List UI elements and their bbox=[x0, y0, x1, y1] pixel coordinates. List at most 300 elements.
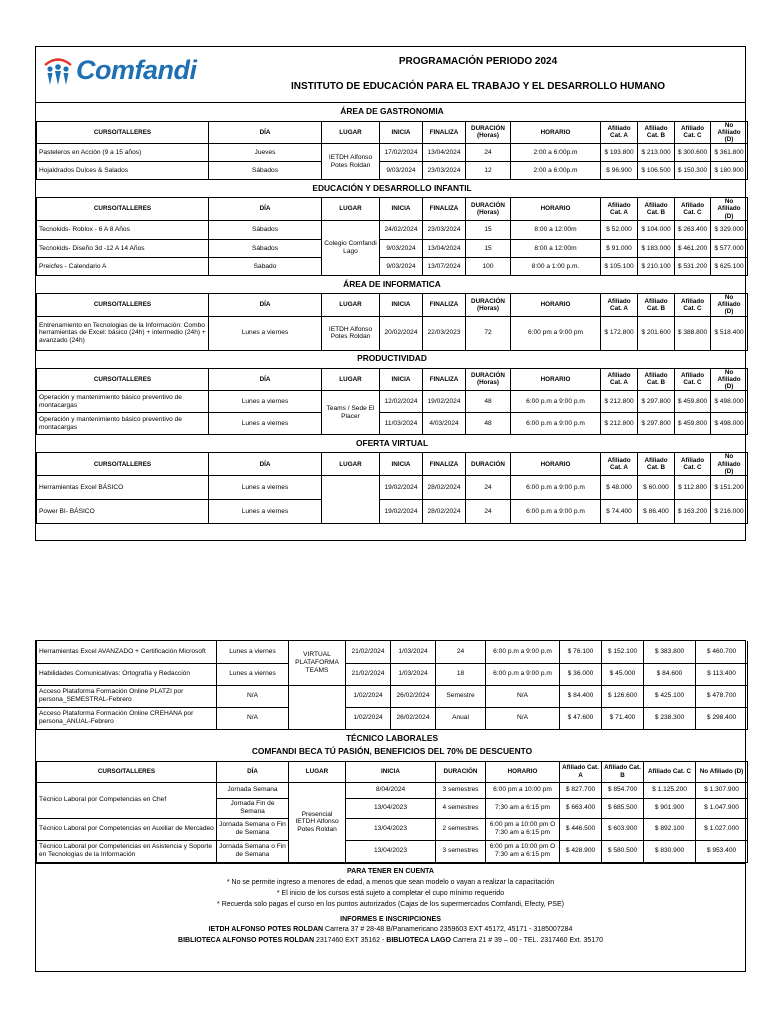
header-row bbox=[37, 368, 748, 391]
col-cat-b: Afiliado Cat. B bbox=[602, 761, 644, 782]
col-place: LUGAR bbox=[322, 121, 380, 144]
price-cat-c: $ 461.200 bbox=[675, 239, 711, 257]
price-cat-b: $ 71.400 bbox=[602, 707, 644, 729]
course-start: 20/02/2024 bbox=[380, 316, 423, 350]
price-cat-b: $ 45.000 bbox=[602, 663, 644, 685]
price-cat-c: $ 84.600 bbox=[644, 663, 696, 685]
course-end: 1/03/2024 bbox=[391, 641, 436, 663]
col-schedule: HORARIO bbox=[486, 761, 560, 782]
course-start: 11/03/2024 bbox=[380, 413, 423, 435]
price-cat-c: $ 459.800 bbox=[675, 391, 711, 413]
course-day: Jornada Fin de Semana bbox=[217, 798, 289, 818]
course-duration: Semestre bbox=[436, 685, 486, 707]
price-cat-c: $ 531.200 bbox=[675, 257, 711, 275]
course-day: Jornada Semana o Fin de Semana bbox=[217, 840, 289, 862]
col-cat-c: Afiliado Cat. C bbox=[675, 121, 711, 144]
col-cat-a: Afiliado Cat. A bbox=[601, 121, 638, 144]
price-cat-c: $ 163.200 bbox=[675, 500, 711, 524]
col-day: DÍA bbox=[209, 293, 322, 316]
table-row bbox=[37, 316, 748, 350]
course-start: 1/02/2024 bbox=[346, 707, 391, 729]
course-day: N/A bbox=[217, 685, 289, 707]
price-non-affiliate: $ 180.900 bbox=[711, 162, 748, 180]
course-start: 24/02/2024 bbox=[380, 220, 423, 239]
course-day: Sábados bbox=[209, 220, 322, 239]
price-cat-b: $ 213.000 bbox=[638, 144, 675, 162]
table-row bbox=[37, 782, 748, 798]
section-title-row bbox=[37, 103, 748, 121]
price-cat-b: $ 297.800 bbox=[638, 391, 675, 413]
price-cat-b: $ 297.800 bbox=[638, 413, 675, 435]
col-start: INICIA bbox=[380, 121, 423, 144]
course-place: Presencial IETDH Alfonso Potes Roldan bbox=[289, 782, 346, 862]
programming-sheet-page-1 bbox=[35, 46, 746, 541]
course-name: Operación y mantenimiento básico preventivo de montacargas bbox=[37, 391, 209, 413]
price-cat-b: $ 60.000 bbox=[638, 476, 675, 500]
document-header bbox=[36, 47, 745, 103]
course-schedule: 6:00 pm a 10:00 pm O 7:30 am a 6:15 pm bbox=[486, 818, 560, 840]
course-schedule: 6:00 p.m a 9:00 p.m bbox=[486, 641, 560, 663]
col-end: FINALIZA bbox=[423, 293, 466, 316]
course-schedule: 6:00 p.m a 9:00 p.m bbox=[511, 391, 601, 413]
price-cat-a: $ 212.800 bbox=[601, 413, 638, 435]
table-row bbox=[37, 144, 748, 162]
price-cat-a: $ 48.000 bbox=[601, 476, 638, 500]
price-non-affiliate: $ 113.400 bbox=[696, 663, 748, 685]
table-row bbox=[37, 413, 748, 435]
course-duration: 12 bbox=[466, 162, 511, 180]
table-row bbox=[37, 239, 748, 257]
price-non-affiliate: $ 953.400 bbox=[696, 840, 748, 862]
info-title: INFORMES E INSCRIPCIONES bbox=[340, 915, 441, 923]
course-duration: 48 bbox=[466, 413, 511, 435]
col-duration: DURACIÓN (Horas) bbox=[466, 198, 511, 221]
course-place bbox=[289, 685, 346, 729]
price-cat-b: $ 104.000 bbox=[638, 220, 675, 239]
price-cat-a: $ 76.100 bbox=[560, 641, 602, 663]
col-course: CURSO/TALLERES bbox=[37, 761, 217, 782]
course-name: Herramientas Excel AVANZADO + Certificación Microsoft bbox=[37, 641, 217, 663]
col-place: LUGAR bbox=[289, 761, 346, 782]
price-cat-a: $ 428.900 bbox=[560, 840, 602, 862]
col-duration: DURACIÓN bbox=[466, 453, 511, 476]
info-biblioteca-apr-name: BIBLIOTECA ALFONSO POTES ROLDAN bbox=[178, 936, 314, 944]
section-title-row bbox=[37, 180, 748, 198]
info-biblioteca-lago-detail: Carrera 21 # 39 – 00 - TEL. 2317460 Ext. 35170 bbox=[450, 936, 603, 944]
course-schedule: 6:00 p.m a 9:00 p.m bbox=[511, 476, 601, 500]
price-non-affiliate: $ 151.200 bbox=[711, 476, 748, 500]
info-ietdh-detail: Carrera 37 # 28-48 B/Panamericano 2359603 EXT 45172, 45171 - 3185007284 bbox=[323, 925, 573, 933]
col-cat-c: Afiliado Cat. C bbox=[675, 453, 711, 476]
course-end: 13/07/2024 bbox=[423, 257, 466, 275]
course-name: Técnico Laboral por Competencias en Auxiliar de Mercadeo bbox=[37, 818, 217, 840]
course-day: Lunes a viernes bbox=[209, 316, 322, 350]
col-course: CURSO/TALLERES bbox=[37, 453, 209, 476]
col-place: LUGAR bbox=[322, 453, 380, 476]
course-start: 19/02/2024 bbox=[380, 500, 423, 524]
course-schedule: 7:30 am a 6:15 pm bbox=[486, 798, 560, 818]
price-cat-a: $ 52.000 bbox=[601, 220, 638, 239]
col-schedule: HORARIO bbox=[511, 293, 601, 316]
col-course: CURSO/TALLERES bbox=[37, 293, 209, 316]
section-subtitle-beca: COMFANDI BECA TÚ PASIÓN, BENEFICIOS DEL 70% DE DESCUENTO bbox=[251, 746, 533, 756]
header-row bbox=[37, 198, 748, 221]
col-cat-b: Afiliado Cat. B bbox=[638, 198, 675, 221]
price-non-affiliate: $ 577.000 bbox=[711, 239, 748, 257]
course-end: 28/02/2024 bbox=[423, 476, 466, 500]
course-schedule: 6:00 p.m a 9:00 p.m bbox=[511, 500, 601, 524]
course-name: Pasteleros en Acción (9 a 15 años) bbox=[37, 144, 209, 162]
course-end: 4/03/2024 bbox=[423, 413, 466, 435]
comfandi-people-icon bbox=[42, 56, 74, 86]
course-duration: 15 bbox=[466, 220, 511, 239]
col-duration: DURACIÓN bbox=[436, 761, 486, 782]
price-cat-a: $ 74.400 bbox=[601, 500, 638, 524]
price-cat-a: $ 193.800 bbox=[601, 144, 638, 162]
course-day: Sabado bbox=[209, 257, 322, 275]
header-row bbox=[37, 761, 748, 782]
table-row bbox=[37, 685, 748, 707]
price-non-affiliate: $ 498.000 bbox=[711, 391, 748, 413]
price-cat-b: $ 106.500 bbox=[638, 162, 675, 180]
price-non-affiliate: $ 478.700 bbox=[696, 685, 748, 707]
price-non-affiliate: $ 498.000 bbox=[711, 413, 748, 435]
table-row bbox=[37, 840, 748, 862]
comfandi-logo bbox=[42, 55, 197, 86]
col-non-affiliate: No Afiliado (D) bbox=[711, 453, 748, 476]
course-day: Lunes a viernes bbox=[209, 476, 322, 500]
col-schedule: HORARIO bbox=[511, 198, 601, 221]
table-row bbox=[37, 391, 748, 413]
course-schedule: N/A bbox=[486, 685, 560, 707]
price-cat-c: $ 300.600 bbox=[675, 144, 711, 162]
course-schedule: N/A bbox=[486, 707, 560, 729]
price-cat-c: $ 901.900 bbox=[644, 798, 696, 818]
course-day: Lunes a viernes bbox=[217, 663, 289, 685]
col-end: FINALIZA bbox=[423, 368, 466, 391]
brand-name: Comfandi bbox=[76, 55, 197, 85]
course-place: Colegio Comfandi Lago bbox=[322, 220, 380, 275]
price-cat-c: $ 830.900 bbox=[644, 840, 696, 862]
course-day: Jornada Semana o Fin de Semana bbox=[217, 818, 289, 840]
col-course: CURSO/TALLERES bbox=[37, 368, 209, 391]
course-duration: 3 semestres bbox=[436, 840, 486, 862]
page-title: PROGRAMACIÓN PERIODO 2024 bbox=[398, 56, 558, 67]
price-cat-a: $ 663.400 bbox=[560, 798, 602, 818]
col-non-affiliate: No Afiliado (D) bbox=[711, 368, 748, 391]
course-schedule: 6:00 pm a 10:00 pm bbox=[486, 782, 560, 798]
course-end: 23/03/2024 bbox=[423, 162, 466, 180]
course-schedule: 8:00 a 12:00m bbox=[511, 239, 601, 257]
col-cat-a: Afiliado Cat. A bbox=[601, 293, 638, 316]
price-cat-b: $ 201.600 bbox=[638, 316, 675, 350]
section-title-row bbox=[37, 350, 748, 368]
note-line: * El inicio de los cursos está sujeto a completar el cupo mínimo requerido bbox=[276, 889, 505, 897]
course-end: 26/02/2024 bbox=[391, 707, 436, 729]
course-duration: 15 bbox=[466, 239, 511, 257]
price-cat-b: $ 580.500 bbox=[602, 840, 644, 862]
course-day: Sábados bbox=[209, 239, 322, 257]
table-row bbox=[37, 663, 748, 685]
course-start: 8/04/2024 bbox=[346, 782, 436, 798]
section-title: OFERTA VIRTUAL bbox=[37, 435, 748, 453]
col-non-affiliate: No Afiliado (D) bbox=[711, 293, 748, 316]
price-cat-a: $ 827.700 bbox=[560, 782, 602, 798]
course-day: N/A bbox=[217, 707, 289, 729]
course-start: 9/03/2024 bbox=[380, 257, 423, 275]
info-line-bibliotecas bbox=[36, 935, 745, 946]
price-cat-a: $ 84.400 bbox=[560, 685, 602, 707]
notes-title: PARA TENER EN CUENTA bbox=[347, 867, 434, 875]
courses-table-continued bbox=[36, 641, 748, 863]
course-duration: 2 semestres bbox=[436, 818, 486, 840]
section-title-row bbox=[37, 729, 748, 761]
col-cat-c: Afiliado Cat. C bbox=[675, 293, 711, 316]
col-cat-b: Afiliado Cat. B bbox=[638, 368, 675, 391]
col-schedule: HORARIO bbox=[511, 121, 601, 144]
course-end: 26/02/2024 bbox=[391, 685, 436, 707]
info-biblioteca-apr-detail: 2317460 EXT 35162 - bbox=[314, 936, 387, 944]
price-non-affiliate: $ 361.800 bbox=[711, 144, 748, 162]
price-cat-a: $ 36.000 bbox=[560, 663, 602, 685]
course-day: Jornada Semana bbox=[217, 782, 289, 798]
price-cat-b: $ 210.100 bbox=[638, 257, 675, 275]
table-row bbox=[37, 476, 748, 500]
price-cat-a: $ 96.900 bbox=[601, 162, 638, 180]
price-cat-c: $ 425.100 bbox=[644, 685, 696, 707]
col-day: DÍA bbox=[209, 453, 322, 476]
course-name: Acceso Plataforma Formación Online PLATZI por persona_SEMESTRAL-Febrero bbox=[37, 685, 217, 707]
course-duration: 3 semestres bbox=[436, 782, 486, 798]
course-end: 28/02/2024 bbox=[423, 500, 466, 524]
col-duration: DURACIÓN (Horas) bbox=[466, 293, 511, 316]
course-schedule: 8:00 a 12:00m bbox=[511, 220, 601, 239]
section-title-tecnicos: TÉCNICO LABORALES bbox=[345, 733, 439, 743]
course-schedule: 2:00 a 6:00p.m bbox=[511, 162, 601, 180]
course-place: IETDH Alfonso Potes Roldan bbox=[322, 144, 380, 180]
table-row bbox=[37, 707, 748, 729]
price-cat-a: $ 172.800 bbox=[601, 316, 638, 350]
col-schedule: HORARIO bbox=[511, 368, 601, 391]
price-non-affiliate: $ 216.000 bbox=[711, 500, 748, 524]
col-course: CURSO/TALLERES bbox=[37, 121, 209, 144]
course-duration: 100 bbox=[466, 257, 511, 275]
section-title: ÁREA DE INFORMATICA bbox=[37, 275, 748, 293]
course-duration: 24 bbox=[466, 476, 511, 500]
course-duration: 72 bbox=[466, 316, 511, 350]
price-cat-a: $ 91.000 bbox=[601, 239, 638, 257]
price-cat-c: $ 383.800 bbox=[644, 641, 696, 663]
course-duration: 18 bbox=[436, 663, 486, 685]
table-row bbox=[37, 257, 748, 275]
col-day: DÍA bbox=[217, 761, 289, 782]
course-day: Lunes a viernes bbox=[209, 413, 322, 435]
col-cat-c: Afiliado Cat. C bbox=[675, 368, 711, 391]
price-cat-c: $ 1.125.200 bbox=[644, 782, 696, 798]
price-non-affiliate: $ 1.027.000 bbox=[696, 818, 748, 840]
course-schedule: 6:00 pm a 10:00 pm O 7:30 am a 6:15 pm bbox=[486, 840, 560, 862]
price-cat-c: $ 263.400 bbox=[675, 220, 711, 239]
course-start: 13/04/2023 bbox=[346, 840, 436, 862]
course-day: Sábados bbox=[209, 162, 322, 180]
price-cat-b: $ 854.700 bbox=[602, 782, 644, 798]
course-start: 9/03/2024 bbox=[380, 162, 423, 180]
price-cat-a: $ 47.600 bbox=[560, 707, 602, 729]
course-place: VIRTUAL PLATAFORMA TEAMS bbox=[289, 641, 346, 685]
section-title: PRODUCTIVIDAD bbox=[37, 350, 748, 368]
col-day: DÍA bbox=[209, 368, 322, 391]
price-cat-c: $ 238.300 bbox=[644, 707, 696, 729]
col-cat-b: Afiliado Cat. B bbox=[638, 453, 675, 476]
col-place: LUGAR bbox=[322, 368, 380, 391]
course-name: Operación y mantenimiento básico preventivo de montacargas bbox=[37, 413, 209, 435]
course-start: 12/02/2024 bbox=[380, 391, 423, 413]
price-cat-a: $ 105.100 bbox=[601, 257, 638, 275]
header-row bbox=[37, 121, 748, 144]
course-day: Lunes a viernes bbox=[217, 641, 289, 663]
course-name: Técnico Laboral por Competencias en Chef bbox=[37, 782, 217, 818]
section-title-row bbox=[37, 275, 748, 293]
course-name: Preicfes - Calendario A bbox=[37, 257, 209, 275]
col-start: INICIA bbox=[346, 761, 436, 782]
course-name: Acceso Plataforma Formación Online CREHANA por persona_ANUAL-Febrero bbox=[37, 707, 217, 729]
col-place: LUGAR bbox=[322, 293, 380, 316]
header-row bbox=[37, 453, 748, 476]
col-non-affiliate: No Afiliado (D) bbox=[711, 121, 748, 144]
course-duration: 24 bbox=[436, 641, 486, 663]
col-cat-a: Afiliado Cat. A bbox=[601, 198, 638, 221]
section-title bbox=[37, 729, 748, 761]
header-row bbox=[37, 293, 748, 316]
course-start: 19/02/2024 bbox=[380, 476, 423, 500]
course-duration: 24 bbox=[466, 500, 511, 524]
price-non-affiliate: $ 625.100 bbox=[711, 257, 748, 275]
course-start: 1/02/2024 bbox=[346, 685, 391, 707]
course-name: Hojaldrados Dulces & Salados bbox=[37, 162, 209, 180]
price-cat-c: $ 459.800 bbox=[675, 413, 711, 435]
course-name: Tecnokids- Roblox - 6 A 8 Años bbox=[37, 220, 209, 239]
note-line: * Recuerda solo pagas el curso en los puntos autorizados (Cajas de los supermercados Comfandi, Efecty, PSE) bbox=[217, 900, 564, 908]
col-duration: DURACIÓN (Horas) bbox=[466, 368, 511, 391]
course-schedule: 8:00 a 1:00 p.m. bbox=[511, 257, 601, 275]
course-name: Entrenamiento en Tecnologias de la Información: Combo herramientas de Excel: básico (24h) + intermedio (24h) + avanzado (24h) bbox=[37, 316, 209, 350]
course-duration: 4 semestres bbox=[436, 798, 486, 818]
page-subtitle: INSTITUTO DE EDUCACIÓN PARA EL TRABAJO Y EL DESARROLLO HUMANO bbox=[290, 81, 666, 92]
price-non-affiliate: $ 298.400 bbox=[696, 707, 748, 729]
course-place: IETDH Alfonso Potes Roldan bbox=[322, 316, 380, 350]
price-cat-b: $ 86.400 bbox=[638, 500, 675, 524]
price-cat-c: $ 150.300 bbox=[675, 162, 711, 180]
col-cat-c: Afiliado Cat. C bbox=[644, 761, 696, 782]
course-start: 21/02/2024 bbox=[346, 641, 391, 663]
price-cat-a: $ 212.800 bbox=[601, 391, 638, 413]
table-row bbox=[37, 162, 748, 180]
courses-table bbox=[36, 103, 748, 524]
course-schedule: 2:00 a 6:00p.m bbox=[511, 144, 601, 162]
note-line: * No se permite ingreso a menores de edad, a menos que sean modelo o vayan a realizar la capacitación bbox=[226, 878, 555, 886]
course-duration: 48 bbox=[466, 391, 511, 413]
course-schedule: 6:00 pm a 9:00 pm bbox=[511, 316, 601, 350]
course-name: Técnico Laboral por Competencias en Asistencia y Soporte en Tecnologias de la Información bbox=[37, 840, 217, 862]
price-cat-b: $ 126.600 bbox=[602, 685, 644, 707]
col-end: FINALIZA bbox=[423, 198, 466, 221]
course-end: 13/04/2024 bbox=[423, 239, 466, 257]
price-cat-c: $ 892.100 bbox=[644, 818, 696, 840]
col-course: CURSO/TALLERES bbox=[37, 198, 209, 221]
course-end: 1/03/2024 bbox=[391, 663, 436, 685]
course-schedule: 6:00 p.m a 9:00 p.m bbox=[511, 413, 601, 435]
col-cat-b: Afiliado Cat. B bbox=[638, 121, 675, 144]
price-non-affiliate: $ 1.047.900 bbox=[696, 798, 748, 818]
price-cat-b: $ 152.100 bbox=[602, 641, 644, 663]
course-start: 9/03/2024 bbox=[380, 239, 423, 257]
course-duration: 24 bbox=[466, 144, 511, 162]
price-non-affiliate: $ 1.307.900 bbox=[696, 782, 748, 798]
course-end: 23/03/2024 bbox=[423, 220, 466, 239]
price-cat-b: $ 685.500 bbox=[602, 798, 644, 818]
col-cat-a: Afiliado Cat. A bbox=[601, 368, 638, 391]
course-schedule: 6:00 p.m a 9:00 p.m bbox=[486, 663, 560, 685]
section-title-row bbox=[37, 435, 748, 453]
col-start: INICIA bbox=[380, 198, 423, 221]
info-biblioteca-lago-name: BIBLIOTECA LAGO bbox=[386, 936, 451, 944]
col-cat-b: Afiliado Cat. B bbox=[638, 293, 675, 316]
table-row bbox=[37, 500, 748, 524]
col-place: LUGAR bbox=[322, 198, 380, 221]
course-place bbox=[322, 476, 380, 524]
price-cat-a: $ 446.500 bbox=[560, 818, 602, 840]
col-end: FINALIZA bbox=[423, 453, 466, 476]
col-start: INICIA bbox=[380, 293, 423, 316]
price-cat-b: $ 183.000 bbox=[638, 239, 675, 257]
col-schedule: HORARIO bbox=[511, 453, 601, 476]
course-start: 13/04/2023 bbox=[346, 798, 436, 818]
price-non-affiliate: $ 460.700 bbox=[696, 641, 748, 663]
table-row bbox=[37, 818, 748, 840]
course-day: Lunes a viernes bbox=[209, 391, 322, 413]
notes-section bbox=[36, 863, 745, 946]
price-non-affiliate: $ 329.000 bbox=[711, 220, 748, 239]
col-cat-c: Afiliado Cat. C bbox=[675, 198, 711, 221]
course-name: Habilidades Comunicativas: Ortografía y Redacción bbox=[37, 663, 217, 685]
course-end: 13/04/2024 bbox=[423, 144, 466, 162]
price-cat-c: $ 112.800 bbox=[675, 476, 711, 500]
course-place: Teams / Sede El Placer bbox=[322, 391, 380, 435]
col-cat-a: Afiliado Cat. A bbox=[601, 453, 638, 476]
col-start: INICIA bbox=[380, 368, 423, 391]
course-start: 17/02/2024 bbox=[380, 144, 423, 162]
price-non-affiliate: $ 518.400 bbox=[711, 316, 748, 350]
course-day: Jueves bbox=[209, 144, 322, 162]
col-day: DÍA bbox=[209, 121, 322, 144]
info-ietdh-name: IETDH ALFONSO POTES ROLDAN bbox=[208, 925, 324, 933]
course-end: 19/02/2024 bbox=[423, 391, 466, 413]
col-start: INICIA bbox=[380, 453, 423, 476]
info-line-ietdh bbox=[36, 924, 745, 935]
course-name: Power BI- BÁSICO bbox=[37, 500, 209, 524]
course-start: 21/02/2024 bbox=[346, 663, 391, 685]
programming-sheet-page-2 bbox=[35, 640, 746, 972]
section-title: EDUCACIÓN Y DESARROLLO INFANTIL bbox=[37, 180, 748, 198]
course-day: Lunes a viernes bbox=[209, 500, 322, 524]
course-start: 13/04/2023 bbox=[346, 818, 436, 840]
course-end: 22/03/2023 bbox=[423, 316, 466, 350]
col-duration: DURACIÓN (Horas) bbox=[466, 121, 511, 144]
table-row bbox=[37, 641, 748, 663]
table-row bbox=[37, 220, 748, 239]
col-non-affiliate: No Afiliado (D) bbox=[696, 761, 748, 782]
course-name: Tecnokids- Diseño 3d -12 A 14 Años bbox=[37, 239, 209, 257]
